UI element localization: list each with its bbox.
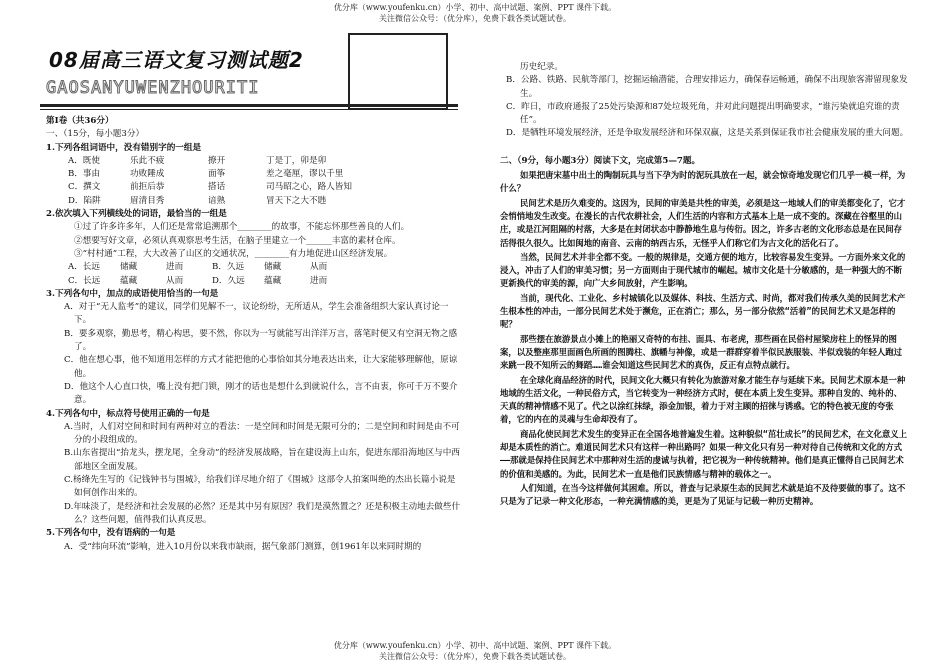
passage-paragraph-3: 当然，民间艺术并非全都不变。一般的规律是，交通方便的地方，比较容易发生变异。一方面外来文化的浸入，冲击了人们的审美习惯；另一方面则由于现代城市的崛起。城市文化是十分敏感的，是一种强大的不断更新换代的审美的源，向广大乡间放射，产生影响。 [500,251,906,289]
passage-paragraph-5: 那些摆在旅游景点小摊上的艳丽又奇特的布挂、面具、布老虎，那些画在民俗村屋梁房柱上的怪异的图案，以及整座那里面画色所画的图腾柱、旗幡与神像，或是一群群穿着半似民族服装、半似戏装的年轻人跑过来跳一段不知所云的舞蹈……谁会知道这些民间艺术的真伪，反正有点特点就行。 [500,333,902,371]
q5-option-d: D．是牺牲环境发展经济，还是争取发展经济和环保双赢，这是关系到保证我市社会健康发展的重大问题。 [506,128,909,139]
footer-line-2: 关注微信公众号：（优分库），免费下载各类试题试卷。 [379,652,571,661]
title-pinyin: GAOSANYUWENZHOURITI [46,78,260,98]
page-header [0,2,950,24]
right-column [500,61,910,509]
passage-paragraph-6: 在全球化商品经济的时代，民间文化大概只有转化为旅游对象才能生存与延续下来。民间艺术原本是一种地域的生活文化，一种民俗方式，当它转变为一种经济方式时，便在本质上发生变异。那种自发的、纯朴的、天真的精神情感不见了。代之以涂红抹绿，添金加银，着力于对主顾的招徕与诱惑。它的特色被无度的夸张着，它的内在的灵魂与生命却没有了。 [500,374,906,425]
q3-option-c: C．他在想心事，他不知道用怎样的方式才能把他的心事恰如其分地表达出来，让大家能够理解他，原谅他。 [64,355,458,379]
passage-paragraph-7: 商品化使民间艺术发生的变异正在全国各地普遍发生着。这种貌似“茁壮成长”的民间艺术，在文化意义上却是本质性的消亡。难道民间艺术只有这样一种出路吗？如果一种文化只有另一种对待自己传统和文化的方式——那就是保持住民间艺术中那种对生活的虔诚与执着，把它视为一种传统精神。他们是真正懂得自己民间艺术的价值和美感的。为此，民间艺术一直是他们民族情感与精神的载体之一。 [500,428,907,479]
page-footer [0,640,950,662]
passage-paragraph-1: 如果把唐宋墓中出土的陶制玩具与当下孕为时的泥玩具放在一起，就会惊奇地发现它们几乎一模一样，为什么？ [500,170,906,194]
header-line-2: 关注微信公众号：（优分库），免费下载各类试题试卷。 [379,14,571,23]
title-rule-thick [40,104,458,107]
question-3: 3.下列各句中，加点的成语使用恰当的一句是 [46,288,219,299]
title-rule-thin [40,109,458,110]
q1-option-a: A．既使 乐此不疲 撩开 丁是丁，卯是卯 [68,155,327,166]
q1-option-d: D．陷阱 眉清目秀 谙熟 冒天下之大不韪 [68,195,327,206]
q5-option-a: A．受“纬向环流”影响，进入10月份以来我市缺雨，据气象部门测算，创1961年以来同时期的 [64,541,422,552]
q3-option-d: D．他这个人心直口快，嘴上没有把门锁，刚才的话也是想什么到就说什么，言不由衷，你可千万不要介意。 [64,381,458,406]
q2-sentence-1: ①过了许多许多年，人们还是常常追溯那个________的故事，不能忘怀那些善良的人们。 [74,222,410,233]
q4-option-c: C.杨绛先生写的《记钱钟书与围城》，给我们详尽地介绍了《围城》这部令人拍案叫绝的杰出长篇小说是如何创作出来的。 [64,475,456,499]
q3-option-b: B．要多观察，勤思考，精心构思，要不然，你以为一写就能写出洋洋万言，落笔时便又有空洞无物之感了。 [64,328,458,353]
footer-line-1: 优分库（www.youfenku.cn）小学、初中、高中试题、案例、PPT 课件下载。 [333,641,617,650]
question-1: 1.下列各组词语中，没有错别字的一组是 [46,142,202,153]
q2-options-row-2: C．长远 蕴藏 从而 D．久远 蕴藏 进而 [68,275,328,286]
score-box [348,33,448,110]
q3-option-a: A．对于“无人监考”的建议，同学们见解不一，议论纷纷，无所适从，学生会准备组织大家认真讨论一下。 [64,302,449,326]
q4-option-b: B.山东省提出“抬龙头，摆龙尾，全身动”的经济发展战略，旨在建设海上山东，促进东部沿海地区与中西部地区全面发展。 [64,448,460,472]
passage-paragraph-8: 人们知道，在当今这样做何其困难。所以，普查与记录原生态的民间艺术就是迫不及待要做的事了。这不只是为了记录一种文化形态，一种充满情感的美，更是为了见证与记载一种历史精神。 [500,482,906,507]
section-1-heading: 一、（15分，每小题3分） [46,129,145,140]
question-4: 4.下列各句中，标点符号使用正确的一句是 [46,408,210,419]
q2-options-row-1: A．长远 储藏 进而 B．久远 储藏 从而 [68,262,328,273]
q4-option-a: A.当时，人们对空间和时间有两种对立的看法：一是空间和时间是无限可分的；二是空间和时间是由不可分的小段组成的。 [64,421,460,446]
q1-option-c: C．撰文 前拒后恭 搭话 司马昭之心，路人皆知 [68,182,352,193]
passage-paragraph-4: 当前，现代化、工业化、乡村城镇化以及媒体、科技、生活方式、时尚，都对我们传承久美的民间艺术产生根本性的冲击，一部分民间艺术处于濒危，正在消亡；那么，另一部分依然“活着”的民间艺术又是怎样的呢？ [500,292,906,330]
passage-paragraph-2: 民间艺术是历久难变的。这因为，民间的审美是共性的审美，必须是这一地域人们的审美都变化了，它才会悄悄地发生改变。在漫长的古代农耕社会，人们生活的内容和方式基本上是一成不变的。深藏在谷壑里的山庄，或是江河阻隔的村落，大多是在封闭状态中静静地生息与传衍。因之，许多古老的文化形态总是在民间存活得很久很久。比如闽地的南音、云南的纳西古乐，无怪乎人们称它们为古文化的活化石了。 [500,197,906,248]
header-line-1: 优分库（www.youfenku.cn）小学、初中、高中试题、案例、PPT 课件下载。 [333,3,617,12]
q2-sentence-3: ③“村村通”工程，大大改善了山区的交通状况，________有力地促进山区经济发展。 [74,248,393,259]
q1-option-b: B．事由 功败陲成 面筝 差之毫厘，谬以千里 [68,169,344,180]
q4-option-d: D.年味淡了，是经济和社会发展的必然？还是其中另有原因？我们是漠然置之？还是积极主动地去做些什么？这些问题，值得我们认真反思。 [64,501,461,525]
exam-title: 08届高三语文复习测试题2 [49,48,304,72]
left-column [46,115,462,554]
question-2: 2.依次填入下列横线处的词语，最恰当的一组是 [46,209,227,220]
q2-sentence-2: ②想要写好文章，必须认真观察思考生活，在脑子里建立一个______丰富的素材仓库。 [74,235,401,246]
q5-option-a-continued: 历史纪录。 [520,62,563,72]
part-heading: 第Ⅰ卷（共36分） [46,116,114,126]
section-2-heading: 二、（9分，每小题3分）阅读下文，完成第5—7题。 [500,155,701,166]
q5-option-b: B．公路、铁路、民航等部门，挖掘运输潜能，合理安排运力，确保春运畅通，确保不出现旅客滞留现象发生。 [506,75,908,99]
q5-option-c: C．昨日，市政府通报了25处污染源和87处垃圾死角，并对此问题提出明确要求，“谁污染就追究谁的责任”。 [506,101,900,126]
question-5: 5.下列各句中，没有语病的一句是 [46,528,176,539]
